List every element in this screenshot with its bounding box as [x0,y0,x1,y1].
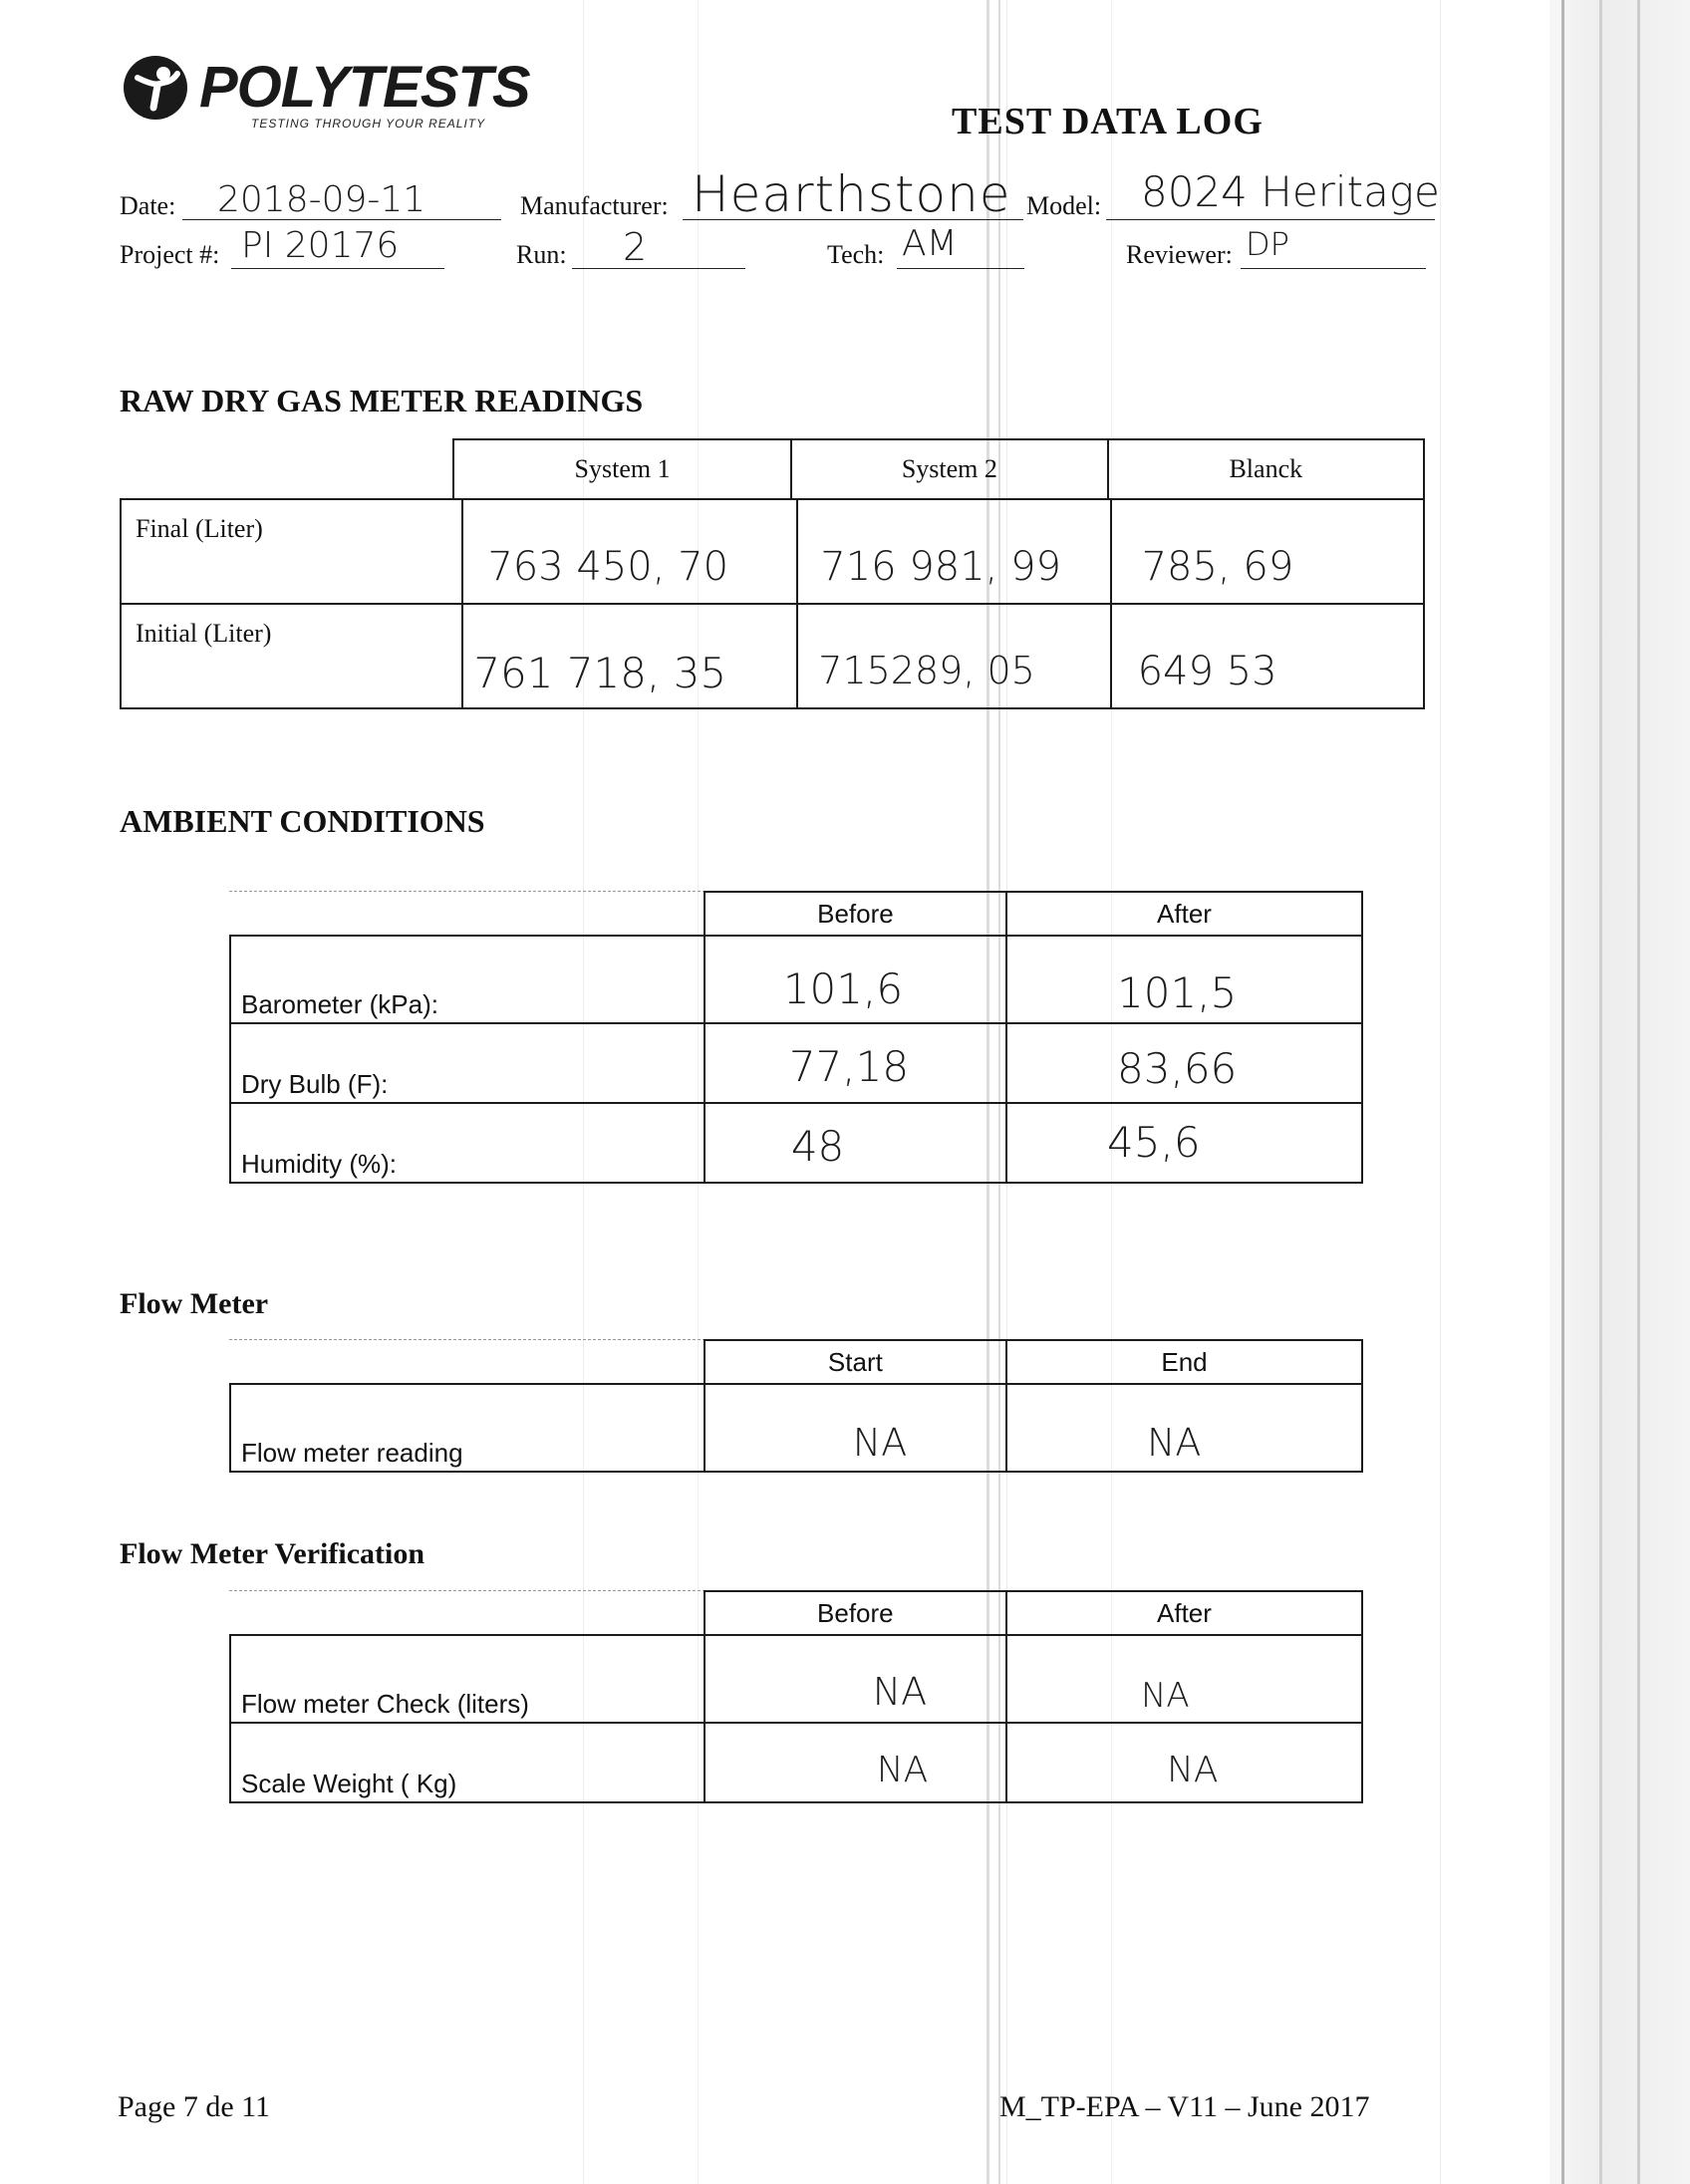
manufacturer-value: Hearthstone [692,165,1011,223]
footer-page-number: Page 7 de 11 [118,2090,271,2123]
document-title: TEST DATA LOG [952,101,1264,142]
flow-meter-col-end: End [1006,1340,1362,1384]
raw-dgm-initial-system1: 761 718, 35 [473,649,727,697]
model-label: Model: [1026,191,1102,220]
ambient-col-before: Before [704,892,1006,936]
brand-tagline: TESTING THROUGH YOUR REALITY [251,117,486,131]
section-flow-verification-title: Flow Meter Verification [120,1537,425,1570]
raw-dgm-cell [797,604,1110,708]
run-underline [572,268,745,269]
section-flow-meter-title: Flow Meter [120,1287,269,1320]
date-label: Date: [120,191,176,220]
logo-figure-icon [124,56,187,120]
project-underline [231,268,444,269]
ambient-humidity-before: 48 [790,1122,845,1171]
footer-doc-reference: M_TP-EPA – V11 – June 2017 [999,2090,1370,2123]
manufacturer-label: Manufacturer: [520,191,669,220]
scan-line [1440,0,1441,2184]
model-underline [1106,219,1435,220]
ambient-corner [230,892,704,936]
raw-dgm-cell [797,499,1110,604]
raw-dgm-initial-blank: 649 53 [1137,649,1277,694]
flow-meter-cell [1006,1384,1362,1472]
ambient-cell [1006,1023,1362,1103]
ambient-cell [1006,936,1362,1023]
raw-dgm-header-table [452,438,1425,500]
flow-verification-cell [1006,1723,1362,1802]
raw-dgm-row-initial-label: Initial (Liter) [121,604,462,708]
raw-dgm-final-system2: 716 981, 99 [820,544,1062,590]
flow-verification-cell [704,1723,1006,1802]
raw-dgm-col-system1: System 1 [453,439,791,499]
ambient-cell [704,936,1006,1023]
ambient-row-humidity-label: Humidity (%): [230,1103,704,1183]
raw-dgm-col-blank: Blanck [1108,439,1424,499]
flow-verification-corner [230,1591,704,1635]
flow-meter-row-reading-label: Flow meter reading [230,1384,704,1472]
ambient-barometer-after: 101,5 [1117,968,1238,1017]
scan-bleed-strip [1549,0,1690,2184]
ambient-row-drybulb-label: Dry Bulb (F): [230,1023,704,1103]
flow-verification-check-after: NA [1140,1676,1190,1716]
ambient-cell [704,1103,1006,1183]
section-raw-dgm-title: RAW DRY GAS METER READINGS [120,383,644,418]
flow-verification-col-before: Before [704,1591,1006,1635]
flow-verification-row-check-label: Flow meter Check (liters) [230,1635,704,1723]
flow-meter-cell [704,1384,1006,1472]
raw-dgm-final-system1: 763 450, 70 [487,544,729,590]
tech-value: AM [902,223,958,264]
flow-meter-table [229,1339,1363,1473]
flow-meter-end-value: NA [1146,1421,1202,1465]
raw-dgm-col-system2: System 2 [791,439,1107,499]
raw-dgm-table [120,498,1425,709]
project-label: Project #: [120,240,220,269]
ambient-humidity-after: 45,6 [1107,1118,1201,1167]
ambient-barometer-before: 101,6 [782,964,904,1013]
brand-name: POLYTESTS [199,55,530,120]
reviewer-value: DP [1246,225,1289,263]
run-value: 2 [623,225,648,269]
model-value: 8024 Heritage [1141,167,1440,216]
flow-verification-check-before: NA [872,1670,928,1714]
ambient-table [229,891,1363,1184]
flow-verification-cell [1006,1635,1362,1723]
ambient-cell [1006,1103,1362,1183]
flow-verification-table [229,1590,1363,1803]
flow-verification-scale-after: NA [1166,1750,1219,1790]
flow-verification-scale-before: NA [876,1750,929,1790]
raw-dgm-cell [462,604,797,708]
reviewer-underline [1241,268,1426,269]
raw-dgm-cell [1111,604,1424,708]
tech-label: Tech: [827,240,885,269]
ambient-drybulb-before: 77,18 [788,1042,910,1091]
flow-verification-col-after: After [1006,1591,1362,1635]
flow-verification-cell [704,1635,1006,1723]
ambient-drybulb-after: 83,66 [1117,1044,1238,1093]
flow-meter-col-start: Start [704,1340,1006,1384]
raw-dgm-final-blank: 785, 69 [1141,544,1294,590]
raw-dgm-initial-system2: 715289, 05 [818,649,1035,692]
date-value: 2018-09-11 [217,179,426,220]
raw-dgm-cell [462,499,797,604]
run-label: Run: [516,240,567,269]
reviewer-label: Reviewer: [1126,240,1233,269]
ambient-row-barometer-label: Barometer (kPa): [230,936,704,1023]
tech-underline [897,268,1024,269]
ambient-col-after: After [1006,892,1362,936]
company-logo [120,52,558,141]
flow-meter-start-value: NA [852,1421,908,1465]
flow-verification-row-scale-label: Scale Weight ( Kg) [230,1723,704,1802]
project-value: PI 20176 [241,225,400,266]
raw-dgm-cell [1111,499,1424,604]
raw-dgm-row-final-label: Final (Liter) [121,499,462,604]
ambient-cell [704,1023,1006,1103]
section-ambient-title: AMBIENT CONDITIONS [120,803,485,839]
flow-meter-corner [230,1340,704,1384]
